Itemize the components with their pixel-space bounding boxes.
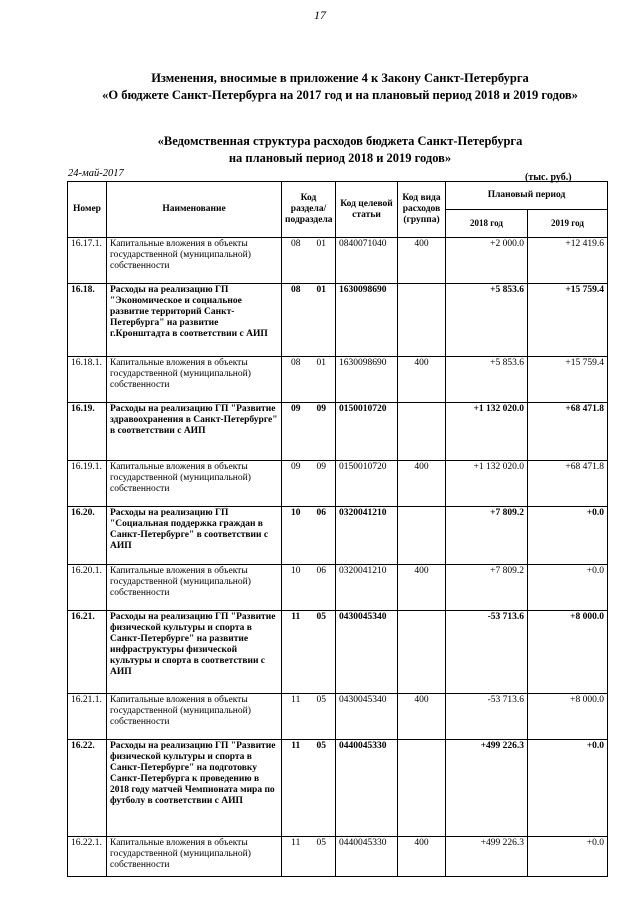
row-value-2018: +499 226.3 [446,740,528,837]
section-code: 11 [291,695,301,705]
row-number: 16.19.1. [68,461,107,507]
row-name: Капитальные вложения в объекты государственной (муниципальной) собственности [107,461,282,507]
law-title-line-1: Изменения, вносимые в приложение 4 к Закону Санкт-Петербурга [151,71,529,85]
row-value-2019: +8 000.0 [528,611,608,694]
row-article-code: 0430045340 [336,611,398,694]
row-article-code: 0440045330 [336,740,398,837]
row-expense-code: 400 [398,837,446,877]
header-number: Номер [68,182,107,238]
row-value-2018: +1 132 020.0 [446,403,528,461]
row-section-code [282,284,336,357]
row-expense-code [398,403,446,461]
table-row [68,507,608,565]
subsection-code: 09 [316,404,326,414]
section-code: 09 [291,462,301,472]
row-expense-code [398,611,446,694]
row-number: 16.19. [68,403,107,461]
header-2019: 2019 год [528,210,608,238]
row-name: Расходы на реализацию ГП "Экономическое и социальное развитие территорий Санкт-Петербурга" на развитие г.Кронштадта в соответствии с АИП [107,284,282,357]
section-code: 08 [291,239,301,249]
row-value-2019: +0.0 [528,837,608,877]
subsection-code: 01 [316,358,326,368]
section-code: 11 [291,612,301,622]
row-article-code: 0440045330 [336,837,398,877]
section-code: 08 [291,358,301,368]
row-value-2018: +5 853.6 [446,284,528,357]
expenditure-table [67,181,608,877]
law-title [40,70,640,104]
row-value-2018: -53 713.6 [446,694,528,740]
row-value-2018: +5 853.6 [446,357,528,403]
section-code: 09 [291,404,301,414]
row-name: Расходы на реализацию ГП "Развитие физической культуры и спорта в Санкт-Петербурге" на подготовку Санкт-Петербурга к проведению в 2018 году матчей Чемпионата мира по футболу в соответствии с АИП [107,740,282,837]
table-row [68,461,608,507]
page-number: 17 [314,8,326,22]
row-value-2019: +0.0 [528,740,608,837]
row-section-code [282,357,336,403]
document-date: 24-май-2017 [68,168,124,179]
row-value-2018: +1 132 020.0 [446,461,528,507]
row-value-2019: +12 419.6 [528,238,608,284]
row-name: Капитальные вложения в объекты государственной (муниципальной) собственности [107,565,282,611]
row-article-code: 0320041210 [336,507,398,565]
row-name: Расходы на реализацию ГП "Развитие физической культуры и спорта в Санкт-Петербурге" на развитие инфраструктуры физической культуры и спорта в соответствии с АИП [107,611,282,694]
row-section-code [282,837,336,877]
table-row [68,740,608,837]
row-article-code: 0320041210 [336,565,398,611]
row-article-code: 0840071040 [336,238,398,284]
row-section-code [282,694,336,740]
row-name: Капитальные вложения в объекты государственной (муниципальной) собственности [107,694,282,740]
row-number: 16.18.1. [68,357,107,403]
section-code: 11 [291,741,301,751]
table-row [68,837,608,877]
row-name: Расходы на реализацию ГП "Социальная поддержка граждан в Санкт-Петербурге" в соответствии с АИП [107,507,282,565]
subsection-code: 09 [316,462,326,472]
row-name: Капитальные вложения в объекты государственной (муниципальной) собственности [107,238,282,284]
subsection-code: 06 [316,566,326,576]
row-number: 16.20.1. [68,565,107,611]
table-row [68,694,608,740]
row-value-2019: +68 471.8 [528,461,608,507]
subsection-code: 05 [316,612,326,622]
section-code: 10 [291,566,301,576]
row-name: Капитальные вложения в объекты государственной (муниципальной) собственности [107,357,282,403]
row-value-2019: +0.0 [528,565,608,611]
header-section: Код раздела/ подраздела [282,182,336,238]
row-value-2018: +7 809.2 [446,565,528,611]
row-section-code [282,565,336,611]
row-expense-code: 400 [398,461,446,507]
row-expense-code: 400 [398,238,446,284]
section-code: 11 [291,838,301,848]
row-section-code [282,403,336,461]
table-row [68,284,608,357]
row-section-code [282,611,336,694]
law-title-line-2: «О бюджете Санкт-Петербурга на 2017 год и на плановый период 2018 и 2019 годов» [102,88,578,102]
table-row [68,357,608,403]
section-code: 10 [291,508,301,518]
row-name: Расходы на реализацию ГП "Развитие здравоохранения в Санкт-Петербурге" в соответствии с АИП [107,403,282,461]
subsection-code: 01 [316,239,326,249]
row-expense-code [398,507,446,565]
subsection-code: 06 [316,508,326,518]
section-code: 08 [291,285,301,295]
row-number: 16.21.1. [68,694,107,740]
header-expense: Код вида расходов (группа) [398,182,446,238]
header-2018: 2018 год [446,210,528,238]
table-row [68,238,608,284]
header-plan: Плановый период [446,182,608,210]
row-section-code [282,238,336,284]
row-number: 16.18. [68,284,107,357]
table-row [68,403,608,461]
row-article-code: 0150010720 [336,403,398,461]
row-value-2018: +2 000.0 [446,238,528,284]
header-name: Наименование [107,182,282,238]
row-value-2018: +7 809.2 [446,507,528,565]
row-value-2018: +499 226.3 [446,837,528,877]
table-row [68,565,608,611]
row-value-2018: -53 713.6 [446,611,528,694]
header-article: Код целевой статьи [336,182,398,238]
row-article-code: 1630098690 [336,357,398,403]
document-title-line-1: «Ведомственная структура расходов бюджета Санкт-Петербурга [157,134,523,148]
row-value-2019: +0.0 [528,507,608,565]
row-expense-code: 400 [398,565,446,611]
row-number: 16.22.1. [68,837,107,877]
row-article-code: 1630098690 [336,284,398,357]
row-value-2019: +8 000.0 [528,694,608,740]
row-value-2019: +15 759.4 [528,284,608,357]
row-number: 16.17.1. [68,238,107,284]
row-section-code [282,461,336,507]
row-number: 16.21. [68,611,107,694]
row-expense-code [398,284,446,357]
subsection-code: 05 [316,695,326,705]
document-title [40,133,640,167]
row-number: 16.22. [68,740,107,837]
row-value-2019: +15 759.4 [528,357,608,403]
subsection-code: 05 [316,838,326,848]
row-expense-code [398,740,446,837]
row-section-code [282,740,336,837]
document-title-line-2: на плановый период 2018 и 2019 годов» [228,151,452,165]
subsection-code: 05 [316,741,326,751]
table-row [68,611,608,694]
row-number: 16.20. [68,507,107,565]
units-label: (тыс. руб.) [525,172,572,183]
row-name: Капитальные вложения в объекты государственной (муниципальной) собственности [107,837,282,877]
row-expense-code: 400 [398,357,446,403]
row-expense-code: 400 [398,694,446,740]
row-article-code: 0430045340 [336,694,398,740]
row-value-2019: +68 471.8 [528,403,608,461]
row-article-code: 0150010720 [336,461,398,507]
row-section-code [282,507,336,565]
subsection-code: 01 [316,285,326,295]
